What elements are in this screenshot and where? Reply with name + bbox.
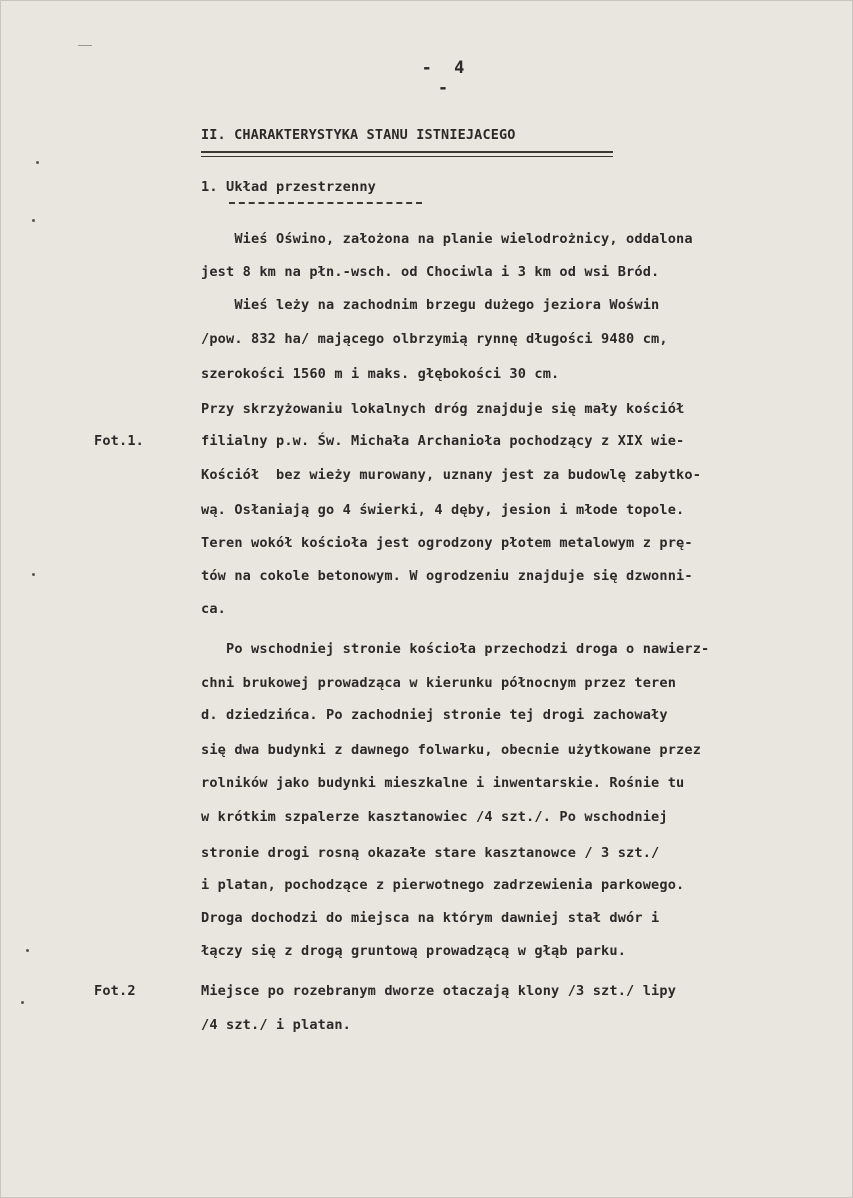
text-line: łączy się z drogą gruntową prowadzącą w głąb parku. (201, 943, 627, 959)
text-line: rolników jako budynki mieszkalne i inwentarskie. Rośnie tu (201, 775, 685, 791)
text-line: Po wschodniej stronie kościoła przechodzi droga o nawierz- (201, 641, 710, 657)
title-underline (201, 151, 613, 157)
text-line: jest 8 km na płn.-wsch. od Chociwla i 3 km od wsi Bród. (201, 264, 660, 280)
subsection-title: 1. Układ przestrzenny (201, 179, 377, 195)
text-line: Przy skrzyżowaniu lokalnych dróg znajduje się mały kościół (201, 401, 685, 417)
text-line: Droga dochodzi do miejsca na którym dawniej stał dwór i (201, 910, 660, 926)
text-line: Wieś Oświno, założona na planie wielodrożnicy, oddalona (201, 231, 693, 247)
punch-dot (36, 161, 39, 164)
text-line: stronie drogi rosną okazałe stare kasztanowce / 3 szt./ (201, 845, 660, 861)
text-line: wą. Osłaniają go 4 świerki, 4 dęby, jesion i młode topole. (201, 502, 685, 518)
text-line: tów na cokole betonowym. W ogrodzeniu znajduje się dzwonni- (201, 568, 693, 584)
text-line: filialny p.w. Św. Michała Archanioła pochodzący z XIX wie- (201, 433, 685, 449)
page-number: - 4 - (421, 58, 471, 98)
subsection-underline (229, 202, 422, 204)
section-title: II. CHARAKTERYSTYKA STANU ISTNIEJACEGO (201, 127, 516, 143)
text-line: /pow. 832 ha/ mającego olbrzymią rynnę długości 9480 cm, (201, 331, 668, 347)
text-line: ca. (201, 601, 227, 617)
text-line: i platan, pochodzące z pierwotnego zadrzewienia parkowego. (201, 877, 685, 893)
text-line: Kościół bez wieży murowany, uznany jest za budowlę zabytko- (201, 467, 702, 483)
text-line: d. dziedzińca. Po zachodniej stronie tej drogi zachowały (201, 707, 668, 723)
text-line: się dwa budynki z dawnego folwarku, obecnie użytkowane przez (201, 742, 702, 758)
punch-dot (32, 573, 35, 576)
text-line: chni brukowej prowadząca w kierunku północnym przez teren (201, 675, 677, 691)
text-line: Teren wokół kościoła jest ogrodzony płotem metalowym z prę- (201, 535, 693, 551)
punch-dot (26, 949, 29, 952)
text-line: w krótkim szpalerze kasztanowiec /4 szt./. Po wschodniej (201, 809, 668, 825)
paper-mark (78, 45, 92, 46)
text-line: Wieś leży na zachodnim brzegu dużego jeziora Woświn (201, 297, 660, 313)
margin-note-fot1: Fot.1. (94, 433, 145, 449)
punch-dot (21, 1001, 24, 1004)
margin-note-fot2: Fot.2 (94, 983, 136, 999)
text-line: szerokości 1560 m i maks. głębokości 30 cm. (201, 366, 560, 382)
text-line: Miejsce po rozebranym dworze otaczają klony /3 szt./ lipy (201, 983, 677, 999)
punch-dot (32, 219, 35, 222)
text-line: /4 szt./ i platan. (201, 1017, 352, 1033)
